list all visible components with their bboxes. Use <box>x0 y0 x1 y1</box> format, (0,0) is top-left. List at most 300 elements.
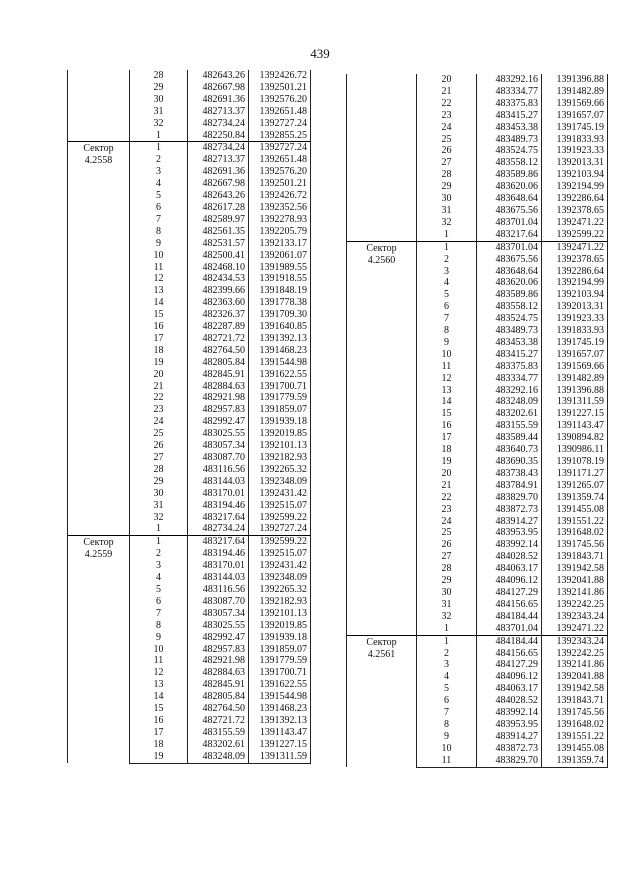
y-coordinate: 1392501.21 <box>249 178 311 190</box>
point-number: 11 <box>130 262 188 274</box>
point-number: 16 <box>417 420 477 432</box>
point-number: 4 <box>130 178 188 190</box>
y-coordinate: 1392103.94 <box>542 169 608 181</box>
y-coordinate: 1392141.86 <box>542 659 608 671</box>
point-number: 18 <box>130 739 188 751</box>
x-coordinate: 483558.12 <box>477 301 542 313</box>
point-number: 1 <box>417 635 477 647</box>
y-coordinate: 1392348.09 <box>249 572 311 584</box>
point-number: 8 <box>130 620 188 632</box>
y-coordinate: 1391359.74 <box>542 755 608 767</box>
point-number: 4 <box>417 277 477 289</box>
point-number: 5 <box>130 584 188 596</box>
point-number: 27 <box>130 452 188 464</box>
y-coordinate: 1391265.07 <box>542 480 608 492</box>
x-coordinate: 483953.95 <box>477 719 542 731</box>
x-coordinate: 482845.91 <box>188 369 249 381</box>
x-coordinate: 483415.27 <box>477 349 542 361</box>
y-coordinate: 1392599.22 <box>542 229 608 241</box>
y-coordinate: 1391700.71 <box>249 381 311 393</box>
y-coordinate: 1391311.59 <box>542 396 608 408</box>
x-coordinate: 482713.37 <box>188 154 249 166</box>
point-number: 9 <box>417 337 477 349</box>
x-coordinate: 483701.04 <box>477 623 542 635</box>
x-coordinate: 483248.09 <box>188 751 249 763</box>
x-coordinate: 482957.83 <box>188 404 249 416</box>
x-coordinate: 483690.35 <box>477 456 542 468</box>
x-coordinate: 483415.27 <box>477 110 542 122</box>
y-coordinate: 1392194.99 <box>542 181 608 193</box>
y-coordinate: 1391482.89 <box>542 86 608 98</box>
point-number: 14 <box>417 396 477 408</box>
point-number: 32 <box>130 512 188 524</box>
x-coordinate: 482667.98 <box>188 82 249 94</box>
y-coordinate: 1392041.88 <box>542 671 608 683</box>
point-number: 6 <box>417 301 477 313</box>
x-coordinate: 483292.16 <box>477 385 542 397</box>
y-coordinate: 1392103.94 <box>542 289 608 301</box>
point-number: 25 <box>417 527 477 539</box>
point-number: 18 <box>417 444 477 456</box>
point-number: 26 <box>417 145 477 157</box>
point-number: 6 <box>417 695 477 707</box>
x-coordinate: 483992.14 <box>477 539 542 551</box>
y-coordinate: 1391227.15 <box>249 739 311 751</box>
y-coordinate: 1392599.22 <box>249 536 311 548</box>
x-coordinate: 482643.26 <box>188 190 249 202</box>
y-coordinate: 1392242.25 <box>542 648 608 660</box>
y-coordinate: 1391622.55 <box>249 369 311 381</box>
point-number: 25 <box>417 134 477 146</box>
x-coordinate: 484028.52 <box>477 695 542 707</box>
sector-label: Сектор 4.2560 <box>347 241 417 635</box>
x-coordinate: 482617.28 <box>188 202 249 214</box>
point-number: 9 <box>130 238 188 250</box>
point-number: 4 <box>130 572 188 584</box>
x-coordinate: 482363.60 <box>188 297 249 309</box>
point-number: 2 <box>417 648 477 660</box>
y-coordinate: 1391311.59 <box>249 751 311 763</box>
point-number: 23 <box>417 110 477 122</box>
point-number: 1 <box>130 130 188 142</box>
point-number: 1 <box>130 536 188 548</box>
x-coordinate: 483144.03 <box>188 476 249 488</box>
y-coordinate: 1392286.64 <box>542 266 608 278</box>
y-coordinate: 1391709.30 <box>249 309 311 321</box>
x-coordinate: 483648.64 <box>477 266 542 278</box>
y-coordinate: 1391455.08 <box>542 504 608 516</box>
x-coordinate: 483524.75 <box>477 313 542 325</box>
point-number: 32 <box>417 611 477 623</box>
table-row <box>68 70 311 82</box>
table-row <box>347 635 608 647</box>
coordinates-table-left <box>67 70 311 764</box>
y-coordinate: 1392727.24 <box>249 142 311 154</box>
x-coordinate: 484063.17 <box>477 563 542 575</box>
point-number: 10 <box>417 743 477 755</box>
x-coordinate: 482468.10 <box>188 262 249 274</box>
point-number: 5 <box>417 289 477 301</box>
point-number: 14 <box>130 691 188 703</box>
y-coordinate: 1392378.65 <box>542 254 608 266</box>
point-number: 7 <box>417 313 477 325</box>
y-coordinate: 1392061.07 <box>249 250 311 262</box>
x-coordinate: 482500.41 <box>188 250 249 262</box>
point-number: 30 <box>417 193 477 205</box>
x-coordinate: 483640.73 <box>477 444 542 456</box>
x-coordinate: 483217.64 <box>188 512 249 524</box>
x-coordinate: 483914.27 <box>477 731 542 743</box>
x-coordinate: 483087.70 <box>188 452 249 464</box>
point-number: 1 <box>417 623 477 635</box>
point-number: 21 <box>130 381 188 393</box>
sector-label <box>68 70 130 142</box>
point-number: 30 <box>417 587 477 599</box>
x-coordinate: 483675.56 <box>477 205 542 217</box>
x-coordinate: 483155.59 <box>477 420 542 432</box>
x-coordinate: 483784.91 <box>477 480 542 492</box>
x-coordinate: 483453.38 <box>477 122 542 134</box>
point-number: 29 <box>130 476 188 488</box>
y-coordinate: 1391143.47 <box>542 420 608 432</box>
y-coordinate: 1391657.07 <box>542 110 608 122</box>
x-coordinate: 482992.47 <box>188 632 249 644</box>
x-coordinate: 484096.12 <box>477 575 542 587</box>
x-coordinate: 483292.16 <box>477 74 542 86</box>
x-coordinate: 483453.38 <box>477 337 542 349</box>
x-coordinate: 483914.27 <box>477 516 542 528</box>
point-number: 7 <box>130 214 188 226</box>
y-coordinate: 1391745.19 <box>542 337 608 349</box>
y-coordinate: 1392182.93 <box>249 452 311 464</box>
x-coordinate: 482434.53 <box>188 273 249 285</box>
y-coordinate: 1392182.93 <box>249 596 311 608</box>
y-coordinate: 1391745.56 <box>542 539 608 551</box>
x-coordinate: 483194.46 <box>188 548 249 560</box>
y-coordinate: 1391942.58 <box>542 563 608 575</box>
sector-label: Сектор 4.2559 <box>68 536 130 763</box>
point-number: 15 <box>130 309 188 321</box>
y-coordinate: 1391923.33 <box>542 313 608 325</box>
point-number: 24 <box>130 416 188 428</box>
y-coordinate: 1392471.22 <box>542 623 608 635</box>
point-number: 28 <box>130 464 188 476</box>
point-number: 28 <box>417 169 477 181</box>
sector-label: Сектор 4.2558 <box>68 142 130 536</box>
point-number: 7 <box>417 707 477 719</box>
y-coordinate: 1392471.22 <box>542 241 608 253</box>
point-number: 16 <box>130 321 188 333</box>
x-coordinate: 483375.83 <box>477 98 542 110</box>
x-coordinate: 483202.61 <box>188 739 249 751</box>
point-number: 8 <box>130 226 188 238</box>
x-coordinate: 483489.73 <box>477 134 542 146</box>
x-coordinate: 483025.55 <box>188 620 249 632</box>
y-coordinate: 1391227.15 <box>542 408 608 420</box>
x-coordinate: 482734.24 <box>188 523 249 535</box>
table-row <box>68 142 311 154</box>
x-coordinate: 482764.50 <box>188 345 249 357</box>
point-number: 17 <box>417 432 477 444</box>
y-coordinate: 1391648.02 <box>542 719 608 731</box>
sector-label: Сектор 4.2561 <box>347 635 417 767</box>
point-number: 22 <box>417 492 477 504</box>
y-coordinate: 1391843.71 <box>542 551 608 563</box>
point-number: 8 <box>417 325 477 337</box>
x-coordinate: 483738.43 <box>477 468 542 480</box>
x-coordinate: 483589.86 <box>477 289 542 301</box>
point-number: 23 <box>130 404 188 416</box>
y-coordinate: 1392651.48 <box>249 106 311 118</box>
point-number: 30 <box>130 488 188 500</box>
x-coordinate: 483202.61 <box>477 408 542 420</box>
x-coordinate: 483953.95 <box>477 527 542 539</box>
x-coordinate: 482921.98 <box>188 392 249 404</box>
point-number: 11 <box>130 655 188 667</box>
point-number: 30 <box>130 94 188 106</box>
point-number: 27 <box>417 551 477 563</box>
point-number: 25 <box>130 428 188 440</box>
y-coordinate: 1392265.32 <box>249 584 311 596</box>
x-coordinate: 484156.65 <box>477 599 542 611</box>
point-number: 28 <box>417 563 477 575</box>
point-number: 16 <box>130 715 188 727</box>
point-number: 3 <box>130 560 188 572</box>
y-coordinate: 1391657.07 <box>542 349 608 361</box>
y-coordinate: 1392265.32 <box>249 464 311 476</box>
y-coordinate: 1392431.42 <box>249 560 311 572</box>
point-number: 31 <box>130 106 188 118</box>
x-coordinate: 483589.44 <box>477 432 542 444</box>
x-coordinate: 484096.12 <box>477 671 542 683</box>
y-coordinate: 1392133.17 <box>249 238 311 250</box>
y-coordinate: 1392348.09 <box>249 476 311 488</box>
point-number: 4 <box>417 671 477 683</box>
point-number: 10 <box>417 349 477 361</box>
point-number: 21 <box>417 480 477 492</box>
x-coordinate: 482957.83 <box>188 644 249 656</box>
point-number: 26 <box>130 440 188 452</box>
point-number: 17 <box>130 727 188 739</box>
y-coordinate: 1391833.93 <box>542 325 608 337</box>
point-number: 28 <box>130 70 188 82</box>
y-coordinate: 1391700.71 <box>249 667 311 679</box>
x-coordinate: 482921.98 <box>188 655 249 667</box>
y-coordinate: 1391359.74 <box>542 492 608 504</box>
x-coordinate: 482884.63 <box>188 381 249 393</box>
y-coordinate: 1391939.18 <box>249 416 311 428</box>
y-coordinate: 1391942.58 <box>542 683 608 695</box>
x-coordinate: 482721.72 <box>188 333 249 345</box>
x-coordinate: 483116.56 <box>188 464 249 476</box>
y-coordinate: 1391859.07 <box>249 644 311 656</box>
point-number: 17 <box>130 333 188 345</box>
x-coordinate: 483087.70 <box>188 596 249 608</box>
y-coordinate: 1391859.07 <box>249 404 311 416</box>
y-coordinate: 1391171.27 <box>542 468 608 480</box>
y-coordinate: 1392343.24 <box>542 635 608 647</box>
x-coordinate: 483217.64 <box>477 229 542 241</box>
y-coordinate: 1391544.98 <box>249 357 311 369</box>
x-coordinate: 482992.47 <box>188 416 249 428</box>
x-coordinate: 482531.57 <box>188 238 249 250</box>
x-coordinate: 483872.73 <box>477 743 542 755</box>
x-coordinate: 483620.06 <box>477 181 542 193</box>
y-coordinate: 1392041.88 <box>542 575 608 587</box>
point-number: 14 <box>130 297 188 309</box>
point-number: 31 <box>417 205 477 217</box>
y-coordinate: 1391939.18 <box>249 632 311 644</box>
point-number: 6 <box>130 202 188 214</box>
y-coordinate: 1391918.55 <box>249 273 311 285</box>
point-number: 31 <box>130 500 188 512</box>
x-coordinate: 482691.36 <box>188 166 249 178</box>
x-coordinate: 483701.04 <box>477 217 542 229</box>
x-coordinate: 482691.36 <box>188 94 249 106</box>
point-number: 29 <box>417 575 477 587</box>
point-number: 7 <box>130 608 188 620</box>
x-coordinate: 483170.01 <box>188 488 249 500</box>
x-coordinate: 483155.59 <box>188 727 249 739</box>
point-number: 32 <box>417 217 477 229</box>
point-number: 22 <box>417 98 477 110</box>
point-number: 12 <box>417 373 477 385</box>
point-number: 20 <box>417 468 477 480</box>
point-number: 3 <box>130 166 188 178</box>
point-number: 10 <box>130 250 188 262</box>
y-coordinate: 1392013.31 <box>542 157 608 169</box>
x-coordinate: 482667.98 <box>188 178 249 190</box>
y-coordinate: 1391622.55 <box>249 679 311 691</box>
x-coordinate: 483025.55 <box>188 428 249 440</box>
point-number: 15 <box>417 408 477 420</box>
point-number: 15 <box>130 703 188 715</box>
y-coordinate: 1391778.38 <box>249 297 311 309</box>
y-coordinate: 1392378.65 <box>542 205 608 217</box>
point-number: 3 <box>417 266 477 278</box>
y-coordinate: 1392343.24 <box>542 611 608 623</box>
y-coordinate: 1391923.33 <box>542 145 608 157</box>
y-coordinate: 1392242.25 <box>542 599 608 611</box>
y-coordinate: 1392855.25 <box>249 130 311 142</box>
point-number: 20 <box>130 369 188 381</box>
point-number: 19 <box>130 357 188 369</box>
x-coordinate: 482884.63 <box>188 667 249 679</box>
x-coordinate: 483057.34 <box>188 608 249 620</box>
y-coordinate: 1391833.93 <box>542 134 608 146</box>
x-coordinate: 483701.04 <box>477 241 542 253</box>
x-coordinate: 483675.56 <box>477 254 542 266</box>
x-coordinate: 482643.26 <box>188 70 249 82</box>
y-coordinate: 1392278.93 <box>249 214 311 226</box>
x-coordinate: 482734.24 <box>188 142 249 154</box>
point-number: 13 <box>130 285 188 297</box>
x-coordinate: 483057.34 <box>188 440 249 452</box>
y-coordinate: 1392426.72 <box>249 190 311 202</box>
y-coordinate: 1392576.20 <box>249 166 311 178</box>
point-number: 2 <box>417 254 477 266</box>
y-coordinate: 1391482.89 <box>542 373 608 385</box>
x-coordinate: 483170.01 <box>188 560 249 572</box>
x-coordinate: 483194.46 <box>188 500 249 512</box>
point-number: 27 <box>417 157 477 169</box>
y-coordinate: 1392727.24 <box>249 523 311 535</box>
point-number: 21 <box>417 86 477 98</box>
point-number: 13 <box>417 385 477 397</box>
x-coordinate: 484184.44 <box>477 635 542 647</box>
y-coordinate: 1392515.07 <box>249 500 311 512</box>
point-number: 1 <box>417 229 477 241</box>
y-coordinate: 1391848.19 <box>249 285 311 297</box>
y-coordinate: 1391745.56 <box>542 707 608 719</box>
y-coordinate: 1391779.59 <box>249 655 311 667</box>
x-coordinate: 482734.24 <box>188 118 249 130</box>
point-number: 6 <box>130 596 188 608</box>
point-number: 32 <box>130 118 188 130</box>
y-coordinate: 1392194.99 <box>542 277 608 289</box>
point-number: 1 <box>130 523 188 535</box>
table-row <box>347 74 608 86</box>
x-coordinate: 483992.14 <box>477 707 542 719</box>
point-number: 20 <box>417 74 477 86</box>
y-coordinate: 1391544.98 <box>249 691 311 703</box>
y-coordinate: 1392019.85 <box>249 620 311 632</box>
x-coordinate: 482399.66 <box>188 285 249 297</box>
x-coordinate: 483589.86 <box>477 169 542 181</box>
page-number: 439 <box>310 46 330 61</box>
coordinates-table-right <box>346 74 608 768</box>
x-coordinate: 484184.44 <box>477 611 542 623</box>
x-coordinate: 482250.84 <box>188 130 249 142</box>
point-number: 19 <box>417 456 477 468</box>
point-number: 9 <box>130 632 188 644</box>
y-coordinate: 1391396.88 <box>542 74 608 86</box>
x-coordinate: 484063.17 <box>477 683 542 695</box>
y-coordinate: 1391569.66 <box>542 361 608 373</box>
point-number: 29 <box>130 82 188 94</box>
x-coordinate: 483489.73 <box>477 325 542 337</box>
point-number: 19 <box>130 751 188 763</box>
x-coordinate: 483620.06 <box>477 277 542 289</box>
x-coordinate: 484127.29 <box>477 587 542 599</box>
x-coordinate: 483144.03 <box>188 572 249 584</box>
y-coordinate: 1392471.22 <box>542 217 608 229</box>
y-coordinate: 1392101.13 <box>249 440 311 452</box>
x-coordinate: 483217.64 <box>188 536 249 548</box>
x-coordinate: 483334.77 <box>477 86 542 98</box>
y-coordinate: 1391640.85 <box>249 321 311 333</box>
y-coordinate: 1391648.02 <box>542 527 608 539</box>
point-number: 10 <box>130 644 188 656</box>
point-number: 12 <box>130 273 188 285</box>
x-coordinate: 483248.09 <box>477 396 542 408</box>
point-number: 5 <box>130 190 188 202</box>
y-coordinate: 1392727.24 <box>249 118 311 130</box>
x-coordinate: 482561.35 <box>188 226 249 238</box>
x-coordinate: 482589.97 <box>188 214 249 226</box>
point-number: 24 <box>417 516 477 528</box>
point-number: 24 <box>417 122 477 134</box>
point-number: 8 <box>417 719 477 731</box>
y-coordinate: 1390894.82 <box>542 432 608 444</box>
point-number: 18 <box>130 345 188 357</box>
point-number: 3 <box>417 659 477 671</box>
y-coordinate: 1392205.79 <box>249 226 311 238</box>
x-coordinate: 483648.64 <box>477 193 542 205</box>
point-number: 26 <box>417 539 477 551</box>
y-coordinate: 1391396.88 <box>542 385 608 397</box>
point-number: 23 <box>417 504 477 516</box>
